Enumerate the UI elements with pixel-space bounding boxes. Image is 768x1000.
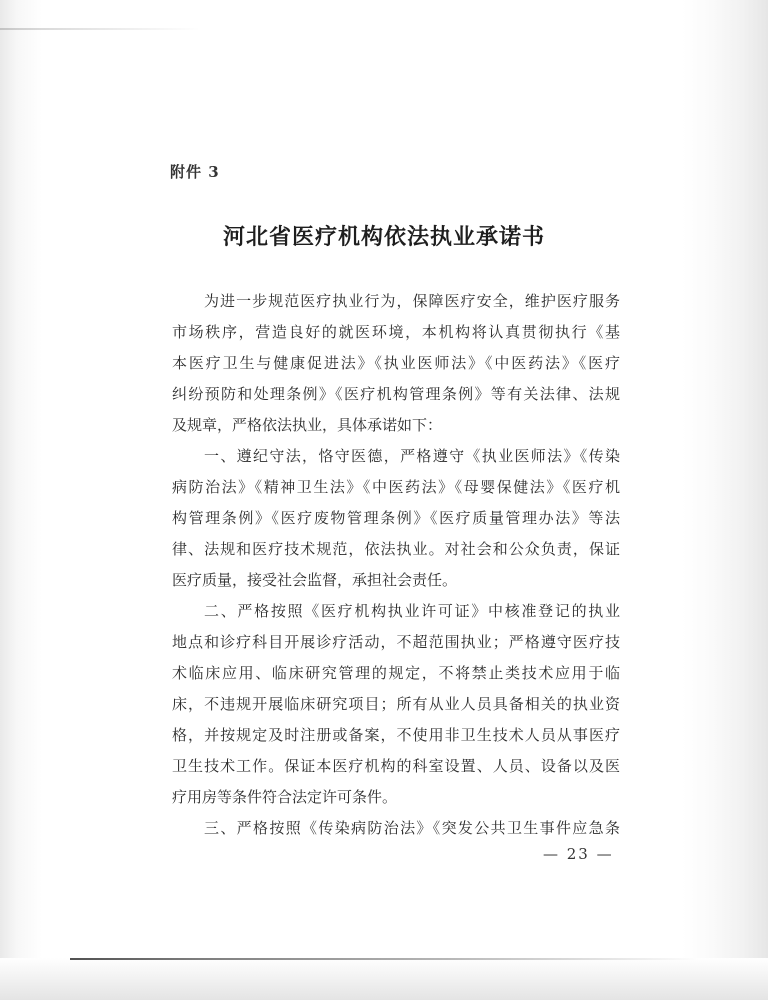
text-line: 三、严格按照《传染病防治法》《突发公共卫生事件应急条 [204,819,620,837]
text-line: 本医疗卫生与健康促进法》《执业医师法》《中医药法》《医疗 [172,354,620,372]
text-line: 律、法规和医疗技术规范，依法执业。对社会和公众负责，保证 [172,540,620,558]
text-line: 为进一步规范医疗执业行为，保障医疗安全，维护医疗服务 [204,292,620,310]
attachment-label: 附件 3 [170,163,220,181]
text-line: 格，并按规定及时注册或备案，不使用非卫生技术人员从事医疗 [172,726,620,744]
scan-mark-top [0,28,200,30]
text-line: 纠纷预防和处理条例》《医疗机构管理条例》等有关法律、法规 [172,385,620,403]
scan-shadow-bottom [0,958,768,1000]
text-line: 地点和诊疗科目开展诊疗活动，不超范围执业；严格遵守医疗技 [172,633,620,651]
text-line: 市场秩序，营造良好的就医环境，本机构将认真贯彻执行《基 [172,323,620,341]
text-line: 构管理条例》《医疗废物管理条例》《医疗质量管理办法》等法 [172,509,620,527]
text-line: 术临床应用、临床研究管理的规定，不将禁止类技术应用于临 [172,664,620,682]
text-line: 及规章，严格依法执业，具体承诺如下： [172,416,443,434]
text-line: 二、严格按照《医疗机构执业许可证》中核准登记的执业 [204,602,620,620]
text-line: 一、遵纪守法，恪守医德，严格遵守《执业医师法》《传染 [204,447,620,465]
text-line: 卫生技术工作。保证本医疗机构的科室设置、人员、设备以及医 [172,757,620,775]
text-line: 病防治法》《精神卫生法》《中医药法》《母婴保健法》《医疗机 [172,478,620,496]
scan-shadow-left [0,0,42,1000]
text-line: 医疗质量，接受社会监督，承担社会责任。 [172,571,458,589]
document-body [172,286,620,844]
scan-mark-bottom [70,958,700,960]
scan-shadow-right [682,0,768,1000]
text-line: 疗用房等条件符合法定许可条件。 [172,788,398,806]
document-title: 河北省医疗机构依法执业承诺书 [222,224,545,250]
page-number: — 23 — [543,845,614,863]
text-line: 床，不违规开展临床研究项目；所有从业人员具备相关的执业资 [172,695,620,713]
